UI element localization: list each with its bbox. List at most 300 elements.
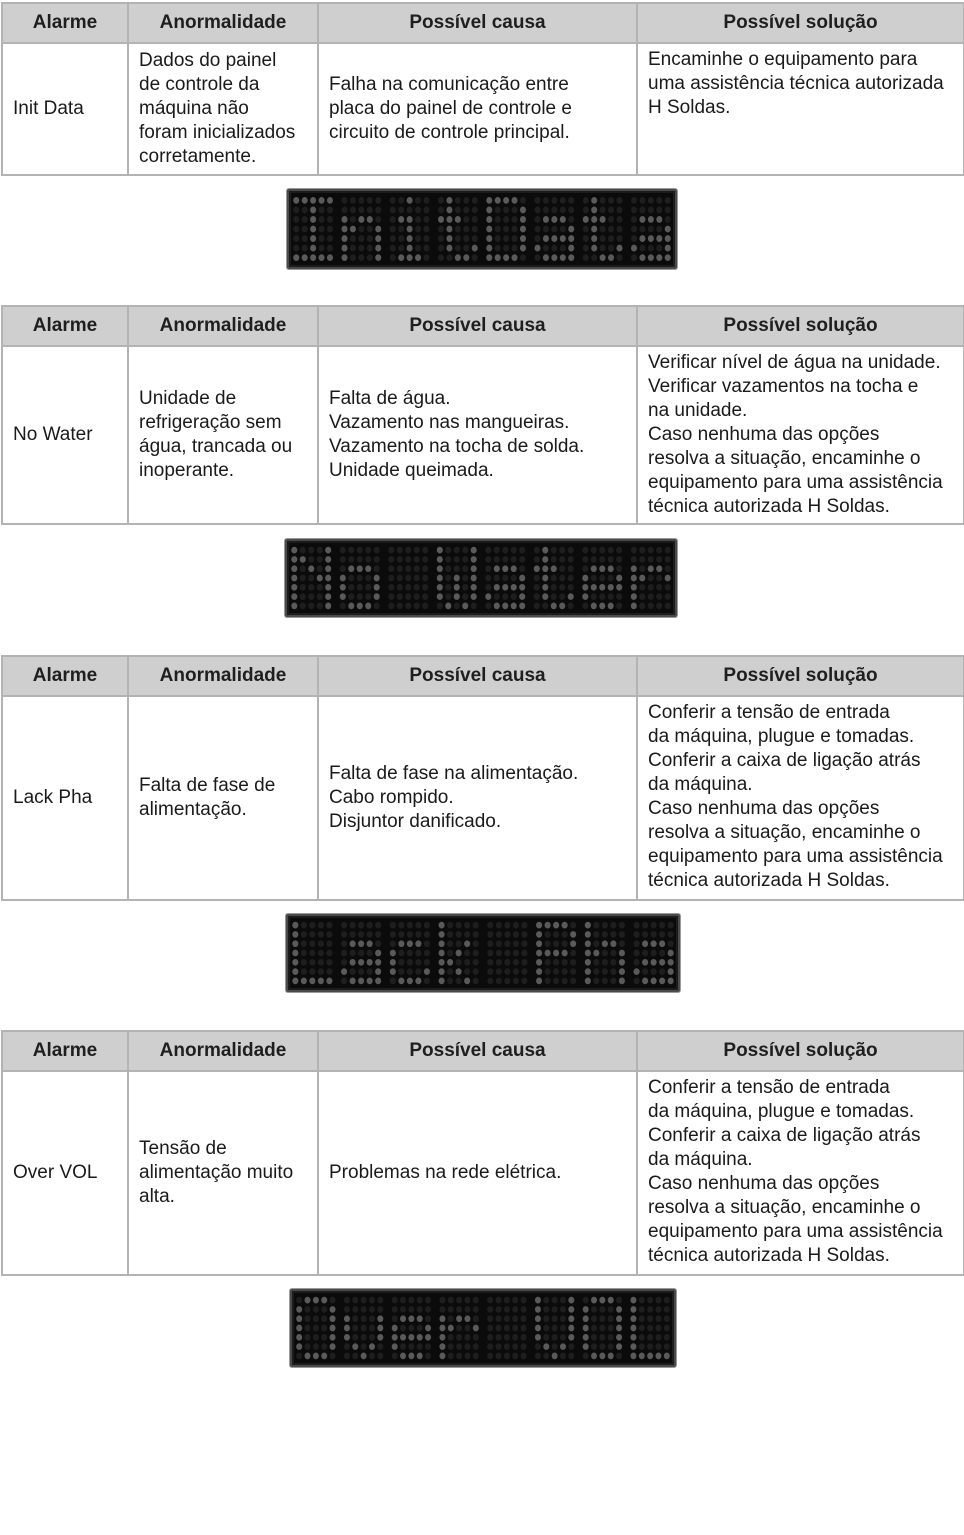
lcd-dot bbox=[639, 206, 645, 213]
lcd-dot bbox=[655, 1325, 661, 1332]
lcd-dot bbox=[439, 968, 445, 975]
lcd-dot bbox=[559, 603, 565, 610]
lcd-dot bbox=[407, 254, 413, 261]
cause-line: Cabo rompido. bbox=[329, 787, 454, 808]
lcd-dot bbox=[512, 1325, 518, 1332]
lcd-dot bbox=[619, 968, 625, 975]
lcd-dot bbox=[293, 226, 299, 233]
lcd-dot bbox=[415, 206, 421, 213]
header-alarm: Alarme bbox=[2, 1031, 128, 1071]
lcd-dot bbox=[560, 216, 566, 223]
lcd-dot bbox=[455, 197, 461, 204]
lcd-dot bbox=[502, 575, 508, 582]
lcd-dot bbox=[495, 197, 501, 204]
lcd-dot bbox=[308, 584, 314, 591]
lcd-dot bbox=[464, 950, 470, 957]
lcd-dot bbox=[302, 197, 308, 204]
lcd-dot bbox=[438, 235, 444, 242]
lcd-dot bbox=[552, 1343, 558, 1350]
lcd-dot bbox=[375, 968, 381, 975]
lcd-dot bbox=[648, 206, 654, 213]
lcd-dot bbox=[542, 565, 548, 572]
lcd-dot bbox=[568, 1334, 574, 1341]
lcd-dot bbox=[438, 226, 444, 233]
lcd-dot bbox=[350, 254, 356, 261]
cause-line: Falha na comunicação entre bbox=[329, 74, 569, 95]
lcd-dot bbox=[463, 206, 469, 213]
lcd-dot bbox=[665, 593, 671, 600]
lcd-dot bbox=[630, 1334, 636, 1341]
lcd-dot bbox=[330, 1325, 336, 1332]
lcd-dot bbox=[608, 565, 614, 572]
lcd-dot bbox=[446, 245, 452, 252]
lcd-dot bbox=[608, 547, 614, 554]
lcd-dot bbox=[308, 565, 314, 572]
lcd-dot bbox=[464, 959, 470, 966]
lcd-dot bbox=[448, 1353, 454, 1360]
lcd-dot bbox=[365, 565, 371, 572]
lcd-dot bbox=[326, 940, 332, 947]
lcd-dot bbox=[447, 931, 453, 938]
lcd-dot bbox=[325, 584, 331, 591]
lcd-dot bbox=[369, 1353, 375, 1360]
lcd-dot bbox=[631, 603, 637, 610]
lcd-dot bbox=[535, 1343, 541, 1350]
solution-line: resolva a situação, encaminhe o bbox=[648, 822, 921, 843]
lcd-char bbox=[392, 1297, 431, 1359]
lcd-dot bbox=[390, 206, 396, 213]
lcd-dot bbox=[448, 1315, 454, 1322]
lcd-dot bbox=[496, 1306, 502, 1313]
lcd-dot bbox=[591, 1343, 597, 1350]
lcd-dot bbox=[534, 593, 540, 600]
lcd-dot bbox=[344, 1315, 350, 1322]
lcd-dot bbox=[423, 197, 429, 204]
lcd-dot bbox=[665, 197, 671, 204]
lcd-dot bbox=[639, 547, 645, 554]
lcd-dot bbox=[352, 1343, 358, 1350]
lcd-dot bbox=[424, 931, 430, 938]
lcd-dot bbox=[668, 950, 674, 957]
solution-line: Caso nenhuma das opções bbox=[648, 424, 880, 445]
lcd-char bbox=[296, 1297, 335, 1359]
cause-line: Disjuntor danificado. bbox=[329, 811, 502, 832]
lcd-dot bbox=[438, 254, 444, 261]
lcd-dot bbox=[639, 593, 645, 600]
lcd-dot bbox=[358, 940, 364, 947]
lcd-dot bbox=[439, 1315, 445, 1322]
lcd-dot-matrix bbox=[292, 1291, 674, 1365]
lcd-dot bbox=[543, 1325, 549, 1332]
lcd-dot bbox=[365, 547, 371, 554]
lcd-dot bbox=[463, 235, 469, 242]
lcd-dot bbox=[473, 1315, 479, 1322]
lcd-dot bbox=[655, 1306, 661, 1313]
lcd-dot bbox=[504, 1306, 510, 1313]
lcd-dot bbox=[325, 556, 331, 563]
lcd-dot bbox=[302, 216, 308, 223]
lcd-dot bbox=[473, 1306, 479, 1313]
lcd-dot bbox=[455, 245, 461, 252]
lcd-dot bbox=[445, 575, 451, 582]
lcd-dot bbox=[424, 959, 430, 966]
lcd-dot bbox=[305, 1306, 311, 1313]
lcd-dot bbox=[456, 1297, 462, 1304]
lcd-dot bbox=[591, 1315, 597, 1322]
lcd-dot bbox=[665, 216, 671, 223]
lcd-dot bbox=[608, 575, 614, 582]
lcd-dot bbox=[582, 547, 588, 554]
lcd-dot bbox=[448, 1306, 454, 1313]
lcd-dot bbox=[545, 922, 551, 929]
table-row bbox=[2, 43, 964, 175]
lcd-dot bbox=[309, 959, 315, 966]
lcd-dot bbox=[375, 197, 381, 204]
lcd-dot bbox=[317, 575, 323, 582]
lcd-display-1 bbox=[287, 189, 677, 269]
lcd-dot bbox=[327, 245, 333, 252]
lcd-dot bbox=[407, 206, 413, 213]
lcd-dot bbox=[313, 1334, 319, 1341]
lcd-dot bbox=[415, 216, 421, 223]
lcd-dot bbox=[639, 245, 645, 252]
lcd-dot bbox=[305, 1325, 311, 1332]
lcd-dot bbox=[616, 1306, 622, 1313]
lcd-dot bbox=[325, 547, 331, 554]
lcd-dot bbox=[439, 931, 445, 938]
lcd-dot bbox=[495, 235, 501, 242]
lcd-dot bbox=[591, 235, 597, 242]
lcd-dot bbox=[534, 226, 540, 233]
lcd-dot bbox=[496, 968, 502, 975]
lcd-dot bbox=[350, 931, 356, 938]
lcd-dot bbox=[407, 235, 413, 242]
lcd-dot bbox=[519, 547, 525, 554]
lcd-dot bbox=[369, 1297, 375, 1304]
header-anomaly: Anormalidade bbox=[128, 3, 318, 43]
lcd-dot bbox=[325, 565, 331, 572]
lcd-char bbox=[583, 1297, 622, 1359]
lcd-dot bbox=[310, 235, 316, 242]
lcd-dot bbox=[417, 1315, 423, 1322]
lcd-dot bbox=[519, 565, 525, 572]
lcd-dot bbox=[602, 959, 608, 966]
lcd-dot bbox=[454, 547, 460, 554]
lcd-dot bbox=[536, 931, 542, 938]
lcd-dot bbox=[568, 547, 574, 554]
lcd-dot bbox=[551, 235, 557, 242]
lcd-dot bbox=[405, 584, 411, 591]
lcd-dot bbox=[560, 1353, 566, 1360]
lcd-dot bbox=[369, 1343, 375, 1350]
lcd-dot bbox=[374, 556, 380, 563]
lcd-dot bbox=[472, 206, 478, 213]
lcd-dot bbox=[447, 968, 453, 975]
lcd-dot bbox=[439, 940, 445, 947]
lcd-dot bbox=[651, 950, 657, 957]
lcd-dot bbox=[473, 950, 479, 957]
lcd-dot bbox=[454, 593, 460, 600]
lcd-dot bbox=[503, 235, 509, 242]
lcd-dot bbox=[616, 1325, 622, 1332]
lcd-dot bbox=[340, 603, 346, 610]
lcd-dot bbox=[591, 603, 597, 610]
lcd-dot bbox=[583, 1297, 589, 1304]
lcd-dot bbox=[313, 1297, 319, 1304]
lcd-dot bbox=[642, 922, 648, 929]
lcd-dot bbox=[511, 547, 517, 554]
lcd-dot bbox=[634, 978, 640, 985]
lcd-dot bbox=[425, 1343, 431, 1350]
lcd-dot bbox=[464, 968, 470, 975]
lcd-dot bbox=[392, 1353, 398, 1360]
lcd-dot bbox=[390, 968, 396, 975]
lcd-dot bbox=[365, 584, 371, 591]
lcd-dot bbox=[608, 1353, 614, 1360]
cause-line: circuito de controle principal. bbox=[329, 122, 570, 143]
lcd-dot bbox=[408, 1353, 414, 1360]
lcd-dot bbox=[543, 235, 549, 242]
lcd-dot bbox=[511, 584, 517, 591]
lcd-dot bbox=[462, 603, 468, 610]
lcd-dot bbox=[520, 235, 526, 242]
lcd-dot bbox=[570, 950, 576, 957]
lcd-dot bbox=[361, 1297, 367, 1304]
lcd-dot bbox=[513, 950, 519, 957]
lcd-dot bbox=[608, 254, 614, 261]
lcd-dot bbox=[496, 922, 502, 929]
lcd-dot bbox=[496, 940, 502, 947]
lcd-dot bbox=[344, 1306, 350, 1313]
solution-line: da máquina. bbox=[648, 1149, 753, 1170]
alarm-code: Lack Pha bbox=[2, 696, 128, 900]
lcd-dot bbox=[358, 206, 364, 213]
lcd-dot bbox=[448, 1325, 454, 1332]
lcd-dot bbox=[344, 1297, 350, 1304]
lcd-dot bbox=[570, 978, 576, 985]
lcd-dot bbox=[582, 575, 588, 582]
lcd-dot bbox=[562, 968, 568, 975]
lcd-dot bbox=[301, 922, 307, 929]
lcd-dot bbox=[485, 547, 491, 554]
lcd-dot bbox=[521, 1306, 527, 1313]
lcd-dot bbox=[560, 226, 566, 233]
lcd-dot bbox=[317, 593, 323, 600]
lcd-dot bbox=[665, 547, 671, 554]
lcd-dot bbox=[358, 226, 364, 233]
lcd-dot bbox=[591, 197, 597, 204]
lcd-dot bbox=[350, 959, 356, 966]
lcd-dot bbox=[464, 1297, 470, 1304]
lcd-dot bbox=[504, 931, 510, 938]
anomaly-line: Dados do painel bbox=[139, 50, 277, 71]
lcd-dot bbox=[414, 556, 420, 563]
lcd-dot bbox=[300, 593, 306, 600]
lcd-dot bbox=[446, 235, 452, 242]
lcd-dot bbox=[388, 575, 394, 582]
lcd-dot bbox=[631, 254, 637, 261]
lcd-dot bbox=[656, 547, 662, 554]
lcd-dot bbox=[568, 1306, 574, 1313]
lcd-dot bbox=[551, 575, 557, 582]
lcd-dot bbox=[599, 1315, 605, 1322]
lcd-dot bbox=[631, 245, 637, 252]
lcd-dot bbox=[543, 254, 549, 261]
lcd-dot bbox=[350, 245, 356, 252]
lcd-dot bbox=[545, 931, 551, 938]
lcd-char bbox=[390, 922, 430, 984]
solution-line: Caso nenhuma das opções bbox=[648, 1173, 880, 1194]
lcd-dot bbox=[405, 565, 411, 572]
lcd-dot bbox=[300, 547, 306, 554]
lcd-dot bbox=[408, 1334, 414, 1341]
lcd-dot bbox=[473, 922, 479, 929]
lcd-dot bbox=[341, 245, 347, 252]
lcd-dot bbox=[534, 603, 540, 610]
lcd-dot bbox=[321, 1315, 327, 1322]
cause-line: Vazamento nas mangueiras. bbox=[329, 412, 570, 433]
lcd-dot bbox=[473, 1325, 479, 1332]
lcd-dot bbox=[405, 593, 411, 600]
lcd-char bbox=[292, 922, 332, 984]
lcd-dot bbox=[568, 254, 574, 261]
lcd-dot bbox=[439, 1343, 445, 1350]
lcd-dot bbox=[397, 565, 403, 572]
lcd-dot bbox=[367, 931, 373, 938]
lcd-dot bbox=[648, 226, 654, 233]
solution-line: Verificar nível de água na unidade. bbox=[648, 352, 941, 373]
lcd-dot bbox=[309, 978, 315, 985]
anomaly-line: alta. bbox=[139, 1186, 175, 1207]
lcd-dot bbox=[438, 245, 444, 252]
lcd-dot bbox=[616, 1343, 622, 1350]
lcd-dot bbox=[668, 959, 674, 966]
lcd-dot bbox=[361, 1343, 367, 1350]
lcd-dot bbox=[447, 959, 453, 966]
lcd-dot bbox=[512, 206, 518, 213]
lcd-dot bbox=[485, 593, 491, 600]
lcd-dot bbox=[583, 254, 589, 261]
lcd-dot bbox=[369, 1325, 375, 1332]
lcd-dot bbox=[665, 254, 671, 261]
lcd-dot bbox=[439, 1353, 445, 1360]
lcd-dot bbox=[593, 931, 599, 938]
lcd-dot bbox=[552, 1297, 558, 1304]
lcd-dot bbox=[296, 1325, 302, 1332]
lcd-dot bbox=[310, 254, 316, 261]
lcd-dot bbox=[365, 603, 371, 610]
lcd-dot bbox=[568, 206, 574, 213]
lcd-dot bbox=[648, 565, 654, 572]
solution-line: Verificar vazamentos na tocha e bbox=[648, 376, 919, 397]
lcd-dot bbox=[568, 556, 574, 563]
lcd-dot bbox=[519, 575, 525, 582]
lcd-dot bbox=[319, 235, 325, 242]
lcd-dot bbox=[367, 206, 373, 213]
lcd-dot bbox=[397, 575, 403, 582]
lcd-dot bbox=[374, 584, 380, 591]
lcd-dot bbox=[553, 978, 559, 985]
table-header-row bbox=[2, 656, 964, 696]
lcd-dot bbox=[668, 931, 674, 938]
lcd-dot bbox=[513, 922, 519, 929]
lcd-dot bbox=[503, 226, 509, 233]
lcd-dot bbox=[648, 197, 654, 204]
lcd-display-4 bbox=[290, 1289, 676, 1367]
lcd-dot bbox=[634, 959, 640, 966]
solution-cell bbox=[637, 1071, 964, 1275]
lcd-dot bbox=[486, 206, 492, 213]
lcd-dot bbox=[446, 206, 452, 213]
lcd-dot bbox=[599, 565, 605, 572]
lcd-dot bbox=[330, 1353, 336, 1360]
lcd-dot bbox=[305, 1297, 311, 1304]
lcd-dot bbox=[350, 226, 356, 233]
lcd-dot bbox=[519, 584, 525, 591]
lcd-dot bbox=[608, 197, 614, 204]
lcd-dot bbox=[599, 1353, 605, 1360]
lcd-dot bbox=[405, 556, 411, 563]
lcd-dot bbox=[593, 922, 599, 929]
lcd-dot bbox=[619, 940, 625, 947]
lcd-dot bbox=[308, 556, 314, 563]
lcd-dot bbox=[664, 1334, 670, 1341]
lcd-dot bbox=[616, 593, 622, 600]
anomaly-line: foram inicializados bbox=[139, 122, 296, 143]
lcd-dot bbox=[648, 235, 654, 242]
alarm-table-2 bbox=[1, 305, 964, 525]
lcd-dot bbox=[521, 1343, 527, 1350]
lcd-dot bbox=[543, 226, 549, 233]
lcd-dot bbox=[543, 1343, 549, 1350]
lcd-dot bbox=[456, 1325, 462, 1332]
lcd-dot bbox=[534, 206, 540, 213]
lcd-dot bbox=[309, 931, 315, 938]
lcd-dot bbox=[341, 197, 347, 204]
lcd-dot bbox=[310, 206, 316, 213]
lcd-dot bbox=[317, 603, 323, 610]
lcd-dot bbox=[485, 584, 491, 591]
lcd-dot bbox=[639, 226, 645, 233]
lcd-dot bbox=[568, 1343, 574, 1350]
lcd-dot bbox=[634, 931, 640, 938]
lcd-dot-matrix bbox=[289, 191, 675, 267]
lcd-dot bbox=[552, 1315, 558, 1322]
lcd-dot bbox=[543, 1315, 549, 1322]
lcd-dot bbox=[535, 1297, 541, 1304]
lcd-dot bbox=[582, 593, 588, 600]
lcd-dot bbox=[487, 959, 493, 966]
lcd-dot bbox=[456, 968, 462, 975]
lcd-dot bbox=[659, 959, 665, 966]
lcd-dot bbox=[319, 197, 325, 204]
lcd-display-2 bbox=[285, 539, 677, 617]
lcd-dot bbox=[591, 216, 597, 223]
lcd-dot bbox=[408, 1315, 414, 1322]
solution-line: Conferir a tensão de entrada bbox=[648, 702, 890, 723]
lcd-dot bbox=[535, 1353, 541, 1360]
lcd-dot bbox=[473, 978, 479, 985]
lcd-dot bbox=[616, 1353, 622, 1360]
lcd-dot bbox=[365, 556, 371, 563]
alarm-table-1 bbox=[1, 2, 964, 176]
lcd-dot bbox=[423, 226, 429, 233]
lcd-dot bbox=[445, 603, 451, 610]
alarm-section-3 bbox=[0, 655, 964, 901]
lcd-dot bbox=[591, 245, 597, 252]
lcd-dot bbox=[487, 931, 493, 938]
lcd-dot bbox=[300, 565, 306, 572]
